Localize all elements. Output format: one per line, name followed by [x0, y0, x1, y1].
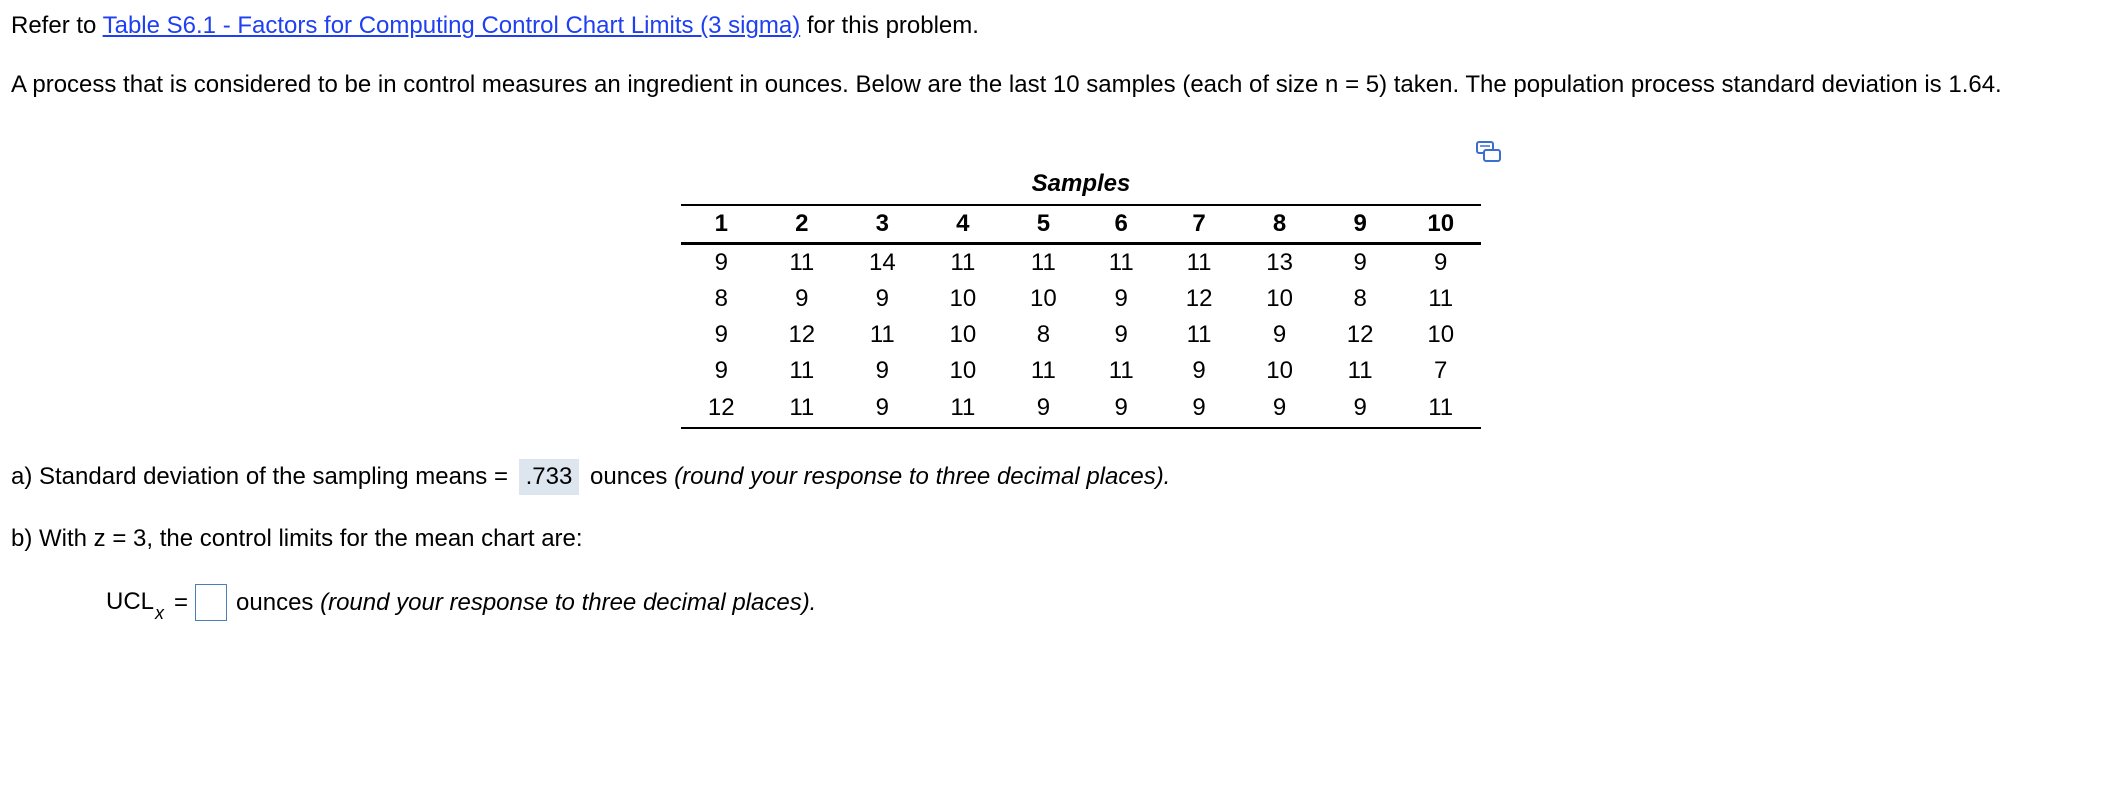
ucl-row	[106, 584, 816, 621]
table-cell: 11	[950, 249, 976, 276]
table-cell: 14	[868, 249, 896, 276]
header-cell: 2	[762, 205, 843, 244]
table-cell: 11	[1347, 357, 1373, 384]
header-cell: 1	[681, 205, 762, 244]
part-a-answer[interactable]: .733	[519, 459, 580, 495]
ucl-label-text: UCL	[106, 588, 155, 615]
copy-icon[interactable]	[1475, 140, 1503, 166]
table-cell: 9	[1353, 249, 1367, 276]
table-cell: 11	[1428, 285, 1454, 312]
table-cell: 12	[681, 389, 762, 428]
header-cell: 6	[1084, 205, 1159, 244]
header-cell: 7	[1159, 205, 1240, 244]
table-cell: 9	[875, 357, 889, 384]
samples-table	[681, 204, 1481, 429]
table-cell: 10	[1266, 357, 1293, 384]
header-cell: 8	[1239, 205, 1320, 244]
ucl-unit: ounces	[236, 588, 314, 616]
table-row	[681, 244, 1481, 282]
table-cell: 10	[1266, 285, 1293, 312]
table-cell: 11	[1030, 357, 1056, 384]
table-cell: 8	[714, 285, 728, 312]
header-cell: 4	[923, 205, 1004, 244]
ucl-label	[106, 585, 165, 623]
table-cell: 11	[762, 389, 843, 428]
part-a-unit: ounces	[590, 463, 668, 490]
table-cell: 10	[949, 285, 977, 312]
table-cell: 9	[795, 285, 809, 312]
table-cell: 13	[1266, 249, 1293, 276]
table-cell: 9	[714, 249, 728, 276]
problem-text: A process that is considered to be in control measures an ingredient in ounces. Below are the last 10 samples (each of size n = 5) taken. The population process standard deviation is 1.64.	[11, 71, 2002, 98]
table-row	[681, 317, 1481, 353]
table-cell: 8	[1353, 285, 1367, 312]
table-cell: 11	[789, 249, 815, 276]
table-cell: 9	[1114, 285, 1128, 312]
header-cell: 9	[1320, 205, 1401, 244]
table-cell: 10	[1030, 285, 1057, 312]
table-s6-1-link[interactable]: Table S6.1 - Factors for Computing Control Chart Limits (3 sigma)	[102, 12, 801, 39]
table-cell: 11	[869, 321, 895, 348]
ucl-hint: (round your response to three decimal places).	[320, 588, 817, 616]
table-cell: 9	[1320, 389, 1401, 428]
table-cell: 12	[1346, 321, 1374, 348]
table-row	[681, 281, 1481, 317]
table-cell: 11	[1400, 389, 1481, 428]
table-cell: 11	[1186, 321, 1212, 348]
table-cell: 9	[1272, 321, 1287, 348]
table-cell: 10	[949, 321, 977, 348]
table-cell: 9	[714, 321, 728, 348]
table-caption: Samples	[1031, 170, 1131, 197]
table-row	[681, 389, 1481, 428]
table-cell: 11	[923, 389, 1004, 428]
table-cell: 8	[1036, 321, 1051, 348]
part-b-question: b) With z = 3, the control limits for the mean chart are:	[11, 525, 583, 552]
part-a-prefix: a) Standard deviation of the sampling means =	[11, 463, 508, 490]
table-cell: 9	[1434, 249, 1448, 276]
header-cell: 10	[1400, 205, 1481, 244]
intro-line	[11, 11, 979, 41]
table-cell: 9	[1114, 321, 1128, 348]
table-cell: 11	[1186, 249, 1212, 276]
header-cell: 3	[842, 205, 923, 244]
ucl-equals: =	[174, 588, 189, 616]
table-cell: 11	[789, 357, 815, 384]
table-cell: 9	[714, 357, 728, 384]
samples-table-container	[681, 168, 1481, 429]
table-cell: 11	[1030, 249, 1056, 276]
ucl-input[interactable]	[195, 584, 227, 621]
table-cell: 9	[1192, 357, 1206, 384]
header-cell: 5	[1003, 205, 1084, 244]
table-cell: 11	[1108, 249, 1134, 276]
table-cell: 7	[1434, 357, 1448, 384]
table-cell: 9	[1084, 389, 1159, 428]
table-cell: 9	[1239, 389, 1320, 428]
ucl-subscript: x	[155, 603, 165, 623]
table-cell: 9	[1159, 389, 1240, 428]
table-cell: 9	[1003, 389, 1084, 428]
part-a-hint: (round your response to three decimal places).	[674, 463, 1171, 490]
table-cell: 12	[788, 321, 816, 348]
table-cell: 9	[842, 389, 923, 428]
intro-prefix: Refer to	[11, 12, 97, 39]
intro-suffix: for this problem.	[806, 12, 979, 39]
table-row	[681, 353, 1481, 389]
part-a-question	[11, 459, 1170, 495]
table-header-row	[681, 205, 1481, 244]
table-cell: 10	[949, 357, 977, 384]
table-cell: 12	[1185, 285, 1213, 312]
table-cell: 11	[1108, 357, 1134, 384]
table-cell: 10	[1427, 321, 1455, 348]
table-cell: 9	[875, 285, 889, 312]
